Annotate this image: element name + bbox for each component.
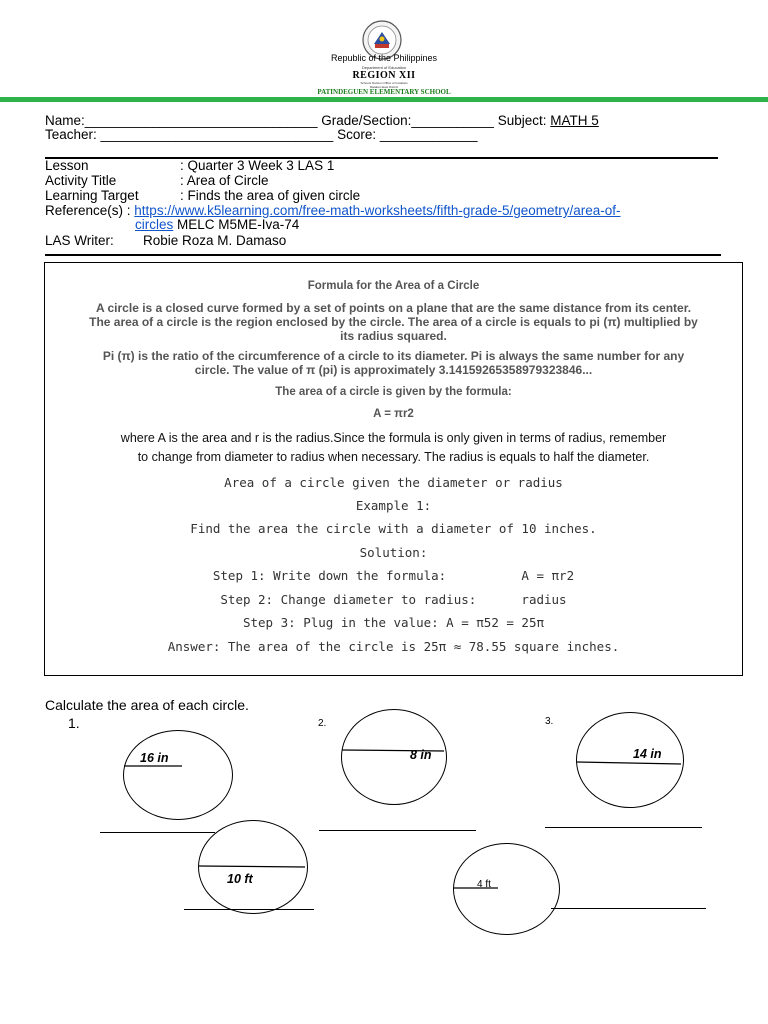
reference-label: Reference(s) : — [45, 203, 131, 218]
reference-link[interactable]: https://www.k5learning.com/free-math-worksheets/fifth-grade-5/geometry/area-of- — [134, 203, 621, 218]
teacher-label: Teacher: — [45, 127, 97, 142]
p3-line-2: to change from diameter to radius when necessary. The radius is equals to half the diameter. — [137, 450, 650, 464]
lesson-label: Lesson — [45, 158, 89, 173]
subject-label: Subject: — [497, 113, 547, 128]
answer-blank-4[interactable] — [184, 909, 314, 910]
school-name: PATINDEGUEN ELEMENTARY SCHOOL — [317, 88, 451, 96]
score-field[interactable]: _____________ — [379, 127, 478, 142]
item-number-1: 1. — [68, 715, 80, 731]
reference-melc: MELC M5ME-Iva-74 — [177, 217, 300, 232]
solution-label: Solution: — [359, 545, 428, 560]
exercise-heading: Calculate the area of each circle. — [45, 697, 249, 713]
reference-link-continued[interactable]: circles — [135, 217, 174, 232]
activity-label: Activity Title — [45, 173, 117, 188]
circle-2-label: 8 in — [410, 748, 432, 762]
subject-value: MATH 5 — [550, 113, 599, 128]
circle-4-label: 10 ft — [227, 872, 253, 886]
p1-line-2: The area of a circle is the region enclosed by the circle. The area of a circle is equals to pi (π) multiplied by — [89, 315, 698, 329]
p2-line-1: Pi (π) is the ratio of the circumference of a circle to its diameter. Pi is always the same number for any — [102, 349, 685, 363]
item-number-3: 3. — [545, 716, 554, 727]
circle-1-label: 16 in — [140, 751, 169, 765]
diameter-line-3 — [577, 762, 681, 764]
grade-label: Grade/Section: — [321, 113, 412, 128]
example-problem: Find the area the circle with a diameter of 10 inches. — [190, 521, 597, 536]
p3-line-1: where A is the area and r is the radius.Since the formula is only given in terms of radius, remember — [120, 431, 667, 445]
name-label: Name: — [45, 113, 85, 128]
activity-value: : Area of Circle — [180, 173, 269, 188]
writer-label: LAS Writer: — [45, 233, 114, 248]
division-line-2: Matalam East District — [369, 85, 399, 89]
lesson-value: : Quarter 3 Week 3 LAS 1 — [180, 158, 335, 173]
example-label: Example 1: — [355, 498, 432, 513]
diameter-line-4 — [199, 866, 305, 867]
circle-3-label: 14 in — [633, 747, 662, 761]
p1-line-3: its radius squared. — [340, 329, 447, 343]
step-2: Step 2: Change diameter to radius: radius — [220, 592, 567, 607]
example-title: Area of a circle given the diameter or radius — [224, 475, 563, 490]
name-field[interactable]: _______________________________ — [84, 113, 318, 128]
target-value: : Finds the area of given circle — [180, 188, 361, 203]
circle-5-label: 4 ft — [477, 879, 491, 890]
grade-field[interactable]: ___________ — [411, 113, 494, 128]
answer-blank-5[interactable] — [551, 908, 706, 909]
item-number-2: 2. — [318, 718, 327, 729]
score-label: Score: — [337, 127, 377, 142]
republic-text: Republic of the Philippines — [330, 53, 438, 63]
p2-line-2: circle. The value of π (pi) is approximately 3.14159265358979323846... — [194, 363, 593, 377]
teacher-field[interactable]: _______________________________ — [100, 127, 334, 142]
answer-blank-3[interactable] — [545, 827, 702, 828]
step-1: Step 1: Write down the formula: A = πr2 — [212, 568, 575, 583]
formula: A = πr2 — [373, 408, 414, 420]
answer-blank-2[interactable] — [319, 830, 476, 831]
writer-value: Robie Roza M. Damaso — [143, 233, 287, 248]
answer: Answer: The area of the circle is 25π ≈ 78.55 square inches. — [167, 639, 620, 654]
region-text: REGION XII — [352, 70, 416, 81]
answer-blank-1[interactable] — [100, 832, 215, 833]
p1-line-1: A circle is a closed curve formed by a set of points on a plane that are the same distance from its center. — [95, 301, 692, 315]
step-3: Step 3: Plug in the value: A = π52 = 25π — [242, 615, 545, 630]
department-text: Department of Education — [361, 65, 407, 70]
division-line-1: Schools Division Office of Cotabato — [360, 81, 408, 85]
content-title: Formula for the Area of a Circle — [307, 280, 480, 292]
formula-intro: The area of a circle is given by the formula: — [275, 386, 512, 398]
target-label: Learning Target — [45, 188, 139, 203]
